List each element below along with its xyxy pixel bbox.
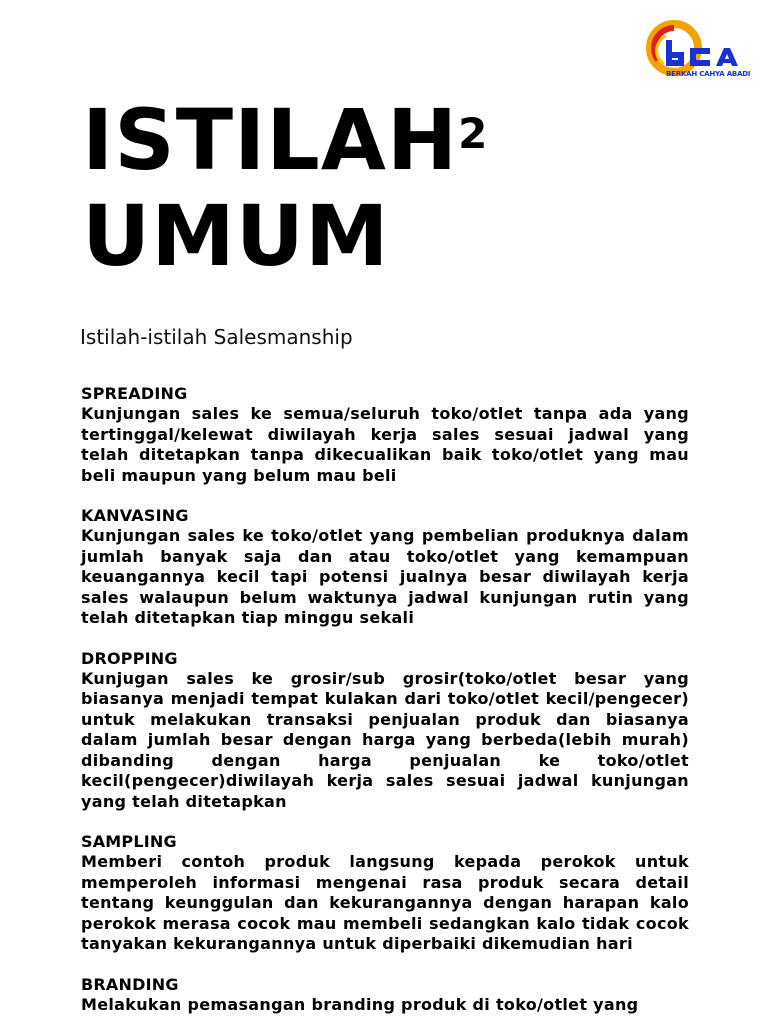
section-body: Kunjugan sales ke grosir/sub grosir(toko/otlet besar yang biasanya menjadi tempat kulakan dari toko/otlet kecil/pengecer) untuk melakukan transaksi penjualan produk dan biasanya dalam jumlah besar dengan harga yang berbeda(lebih murah) dibanding dengan harga penjualan ke toko/otlet kecil(pengecer)diwilayah kerja sales sesuai jadwal kunjungan yang telah ditetapkan [81, 668, 689, 811]
title-superscript: 2 [458, 109, 489, 158]
page-title [82, 92, 488, 284]
section-heading: DROPPING [81, 648, 178, 668]
glossary-content [81, 384, 689, 1035]
section-heading: KANVASING [81, 506, 189, 525]
section-spreading [81, 384, 689, 486]
section-heading: BRANDING [81, 974, 179, 994]
section-dropping [81, 649, 689, 813]
section-body: Kunjungan sales ke semua/seluruh toko/otlet tanpa ada yang tertinggal/kelewat diwilayah kerja sales sesuai jadwal yang telah ditetapkan tanpa dikecualikan baik toko/otlet yang mau beli maupun yang belum mau beli [81, 404, 689, 485]
section-body: Melakukan pemasangan branding produk di toko/otlet yang [81, 994, 639, 1014]
company-logo [644, 18, 751, 84]
section-heading: SPREADING [81, 384, 188, 403]
section-branding [81, 975, 689, 1016]
title-line-2: UMUM [82, 187, 390, 285]
section-body: Kunjungan sales ke toko/otlet yang pembelian produknya dalam jumlah banyak saja dan atau toko/otlet yang kemampuan keuangannya kecil tapi potensi jualnya besar diwilayah kerja sales walaupun belum waktunya jadwal kunjungan rutin yang telah ditetapkan tiap minggu sekali [81, 526, 689, 627]
subtitle: Istilah-istilah Salesmanship [80, 325, 353, 349]
section-kanvasing [81, 506, 689, 629]
section-sampling [81, 832, 689, 955]
logo-caption: BERKAH CAHYA ABADI [666, 70, 751, 78]
title-line-1: ISTILAH [82, 91, 459, 189]
section-heading: SAMPLING [81, 832, 177, 851]
section-body: Memberi contoh produk langsung kepada perokok untuk memperoleh informasi mengenai rasa produk secara detail tentang keunggulan dan kekurangannya dengan harapan kalo perokok merasa cocok mau membeli sedangkan kalo tidak cocok tanyakan kekurangannya untuk diperbaiki dikemudian hari [81, 852, 689, 953]
